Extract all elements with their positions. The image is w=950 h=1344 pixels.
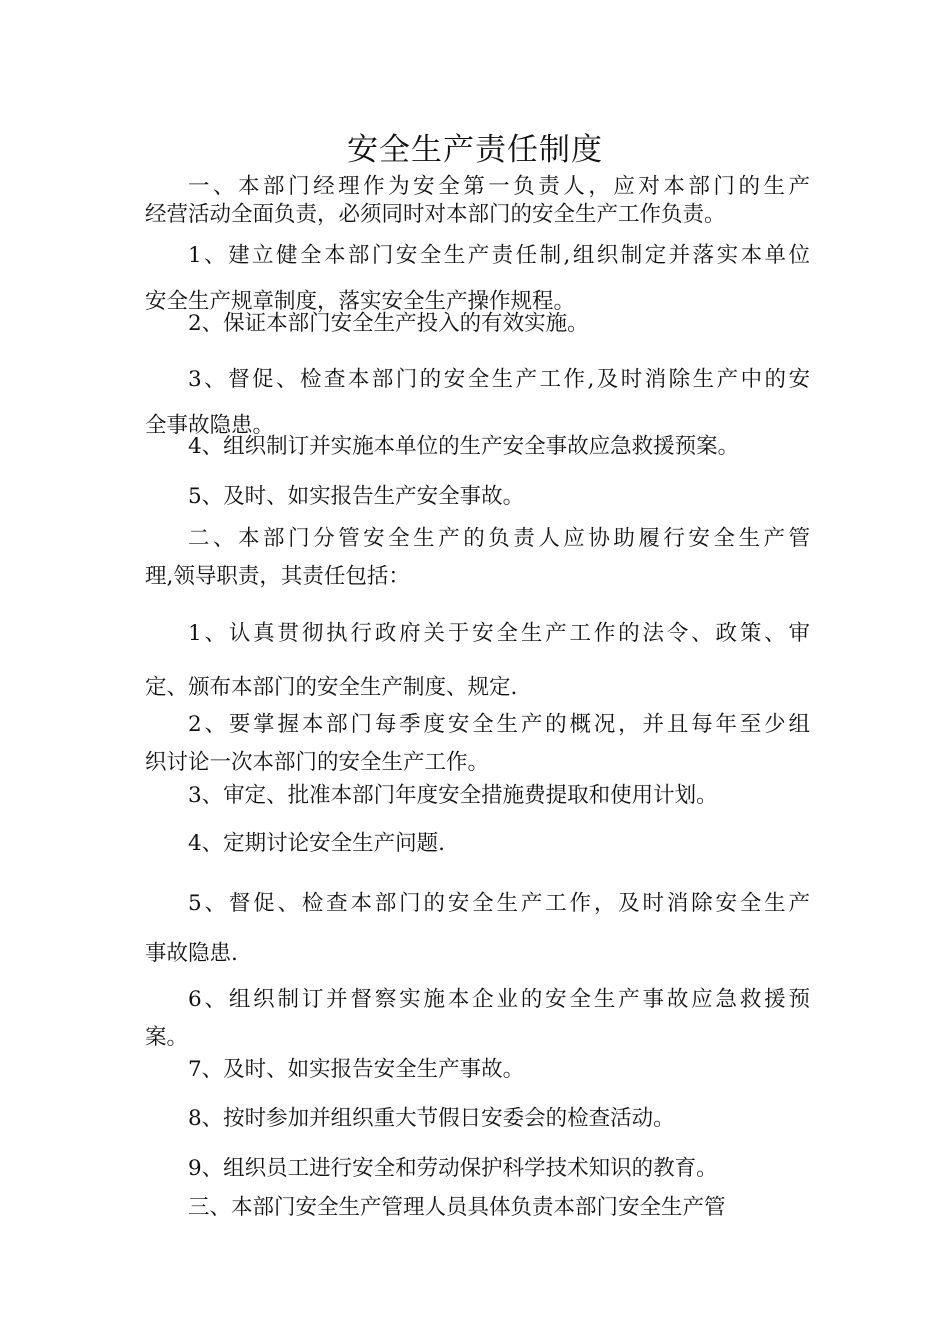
paragraph-line: 5、及时、如实报告生产安全事故。 [188, 484, 525, 509]
paragraph-line: 一、本部门经理作为安全第一负责人，应对本部门的生产 [188, 174, 810, 199]
paragraph [145, 1105, 810, 1133]
paragraph-line: 3、督促、检查本部门的安全生产工作,及时消除生产中的安 [188, 367, 810, 392]
paragraph-line: 3、审定、批准本部门年度安全措施费提取和使用计划。 [188, 783, 718, 808]
paragraph-line: 4、组织制订并实施本单位的生产安全事故应急救援预案。 [188, 434, 740, 459]
paragraph-line: 5、督促、检查本部门的安全生产工作，及时消除安全生产 [188, 891, 810, 916]
document-title: 安全生产责任制度 [347, 132, 603, 168]
paragraph-line: 织讨论一次本部门的安全生产工作。 [145, 750, 490, 775]
paragraph-line: 1、认真贯彻执行政府关于安全生产工作的法令、政策、审 [188, 621, 810, 646]
paragraph-line: 定、颁布本部门的安全生产制度、规定. [145, 675, 518, 700]
paragraph [145, 879, 810, 979]
paragraph-line: 案。 [145, 1025, 189, 1050]
paragraph [145, 782, 810, 810]
paragraph [145, 483, 810, 511]
paragraph [145, 520, 810, 596]
paragraph-line: 经营活动全面负责，必须同时对本部门的安全生产工作负责。 [145, 202, 726, 227]
paragraph-line: 9、组织员工进行安全和劳动保护科学技术知识的教育。 [188, 1156, 718, 1181]
paragraph-line: 三、本部门安全生产管理人员具体负责本部门安全生产管 [188, 1195, 726, 1220]
paragraph-line: 1、建立健全本部门安全生产责任制,组织制定并落实本单位 [188, 243, 810, 268]
paragraph-line: 全事故隐患。 [145, 413, 275, 438]
paragraph-line: 2、保证本部门安全生产投入的有效实施。 [188, 311, 589, 336]
paragraph-line: 6、组织制订并督察实施本企业的安全生产事故应急救援预 [188, 987, 810, 1012]
paragraph [145, 981, 810, 1057]
paragraph [145, 173, 810, 229]
paragraph [145, 433, 810, 461]
paragraph [145, 607, 810, 715]
paragraph-line: 理,领导职责，其责任包括： [145, 564, 410, 589]
paragraph-line: 事故隐患. [145, 941, 238, 966]
paragraph-line: 7、及时、如实报告安全生产事故。 [188, 1057, 525, 1082]
paragraph-line: 8、按时参加并组织重大节假日安委会的检查活动。 [188, 1106, 675, 1131]
paragraph [145, 830, 810, 858]
paragraph-line: 安全生产规章制度，落实安全生产操作规程。 [145, 289, 576, 314]
paragraph [145, 310, 810, 338]
paragraph [145, 1194, 810, 1222]
paragraph [145, 706, 810, 782]
paragraph-line: 二、本部门分管安全生产的负责人应协助履行安全生产管 [188, 526, 810, 551]
paragraph [145, 1056, 810, 1084]
paragraph-line: 4、定期讨论安全生产问题. [188, 831, 446, 856]
paragraph [145, 1155, 810, 1183]
paragraph-line: 2、要掌握本部门每季度安全生产的概况，并且每年至少组 [188, 712, 810, 737]
